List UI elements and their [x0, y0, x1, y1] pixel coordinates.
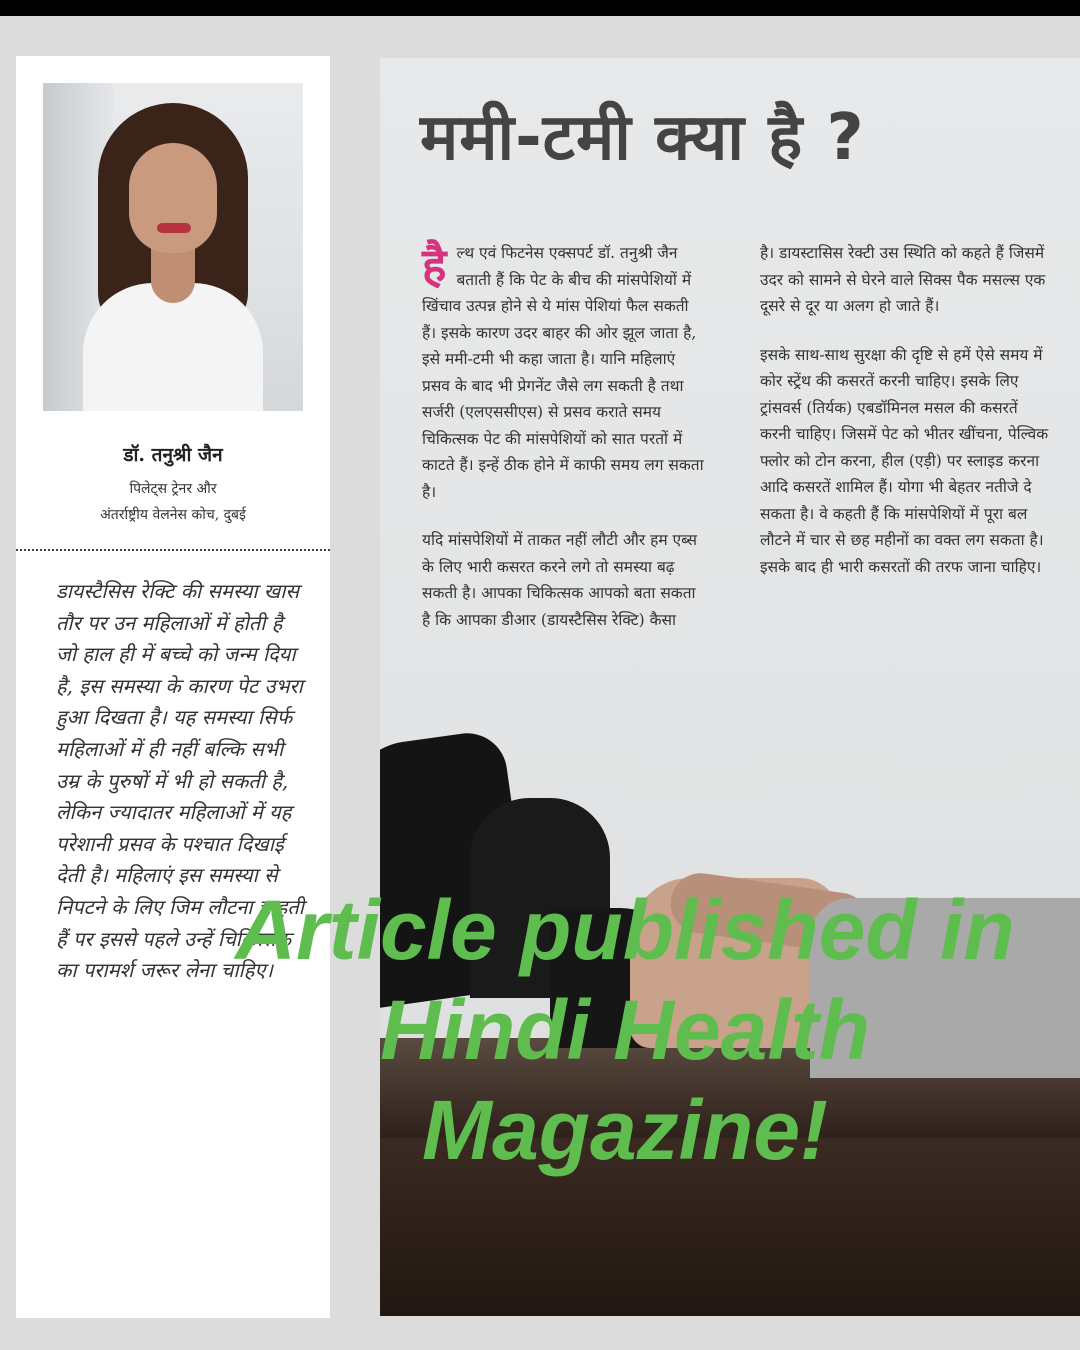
- article-column-1: [422, 240, 706, 655]
- article-paragraph: है। डायस्टासिस रेक्टी उस स्थिति को कहते हैं जिसमें उदर को सामने से घेरने वाले सिक्स पैक मसल्स एक दूसरे से दूर या अलग हो जाते हैं।: [760, 244, 1046, 315]
- article-headline: ममी-टमी क्या है ?: [420, 101, 865, 175]
- article-paragraph: इसके साथ-साथ सुरक्षा की दृष्टि से हमें ऐसे समय में कोर स्ट्रेंथ की कसरतें करनी चाहिए। इसके लिए ट्रांसवर्स (तिर्यक) एबडॉमिनल मसल की कसरतें करनी चाहिए। जिसमें पेट को भीतर खींचना, पेल्विक फ्लोर को टोन करना, हील (एड़ी) पर स्लाइड करना आदि कसरतें शामिल हैं। योगा भी बेहतर नतीजे दे सकता है। वे कहती हैं कि मांसपेशियों में पूरा बल लौटने में चार से छह महीनों का वक्त लग सकता है। इसके बाद ही भारी कसरतों की तरफ जाना चाहिए।: [760, 345, 1049, 576]
- top-bar: [0, 0, 1080, 16]
- overlay-line3: Magazine!: [421, 1083, 829, 1177]
- drop-cap: है: [422, 238, 447, 292]
- author-role-line2: अंतर्राष्ट्रीय वेलनेस कोच, दुबई: [100, 507, 246, 523]
- overlay-line2: Hindi Health: [379, 983, 870, 1077]
- author-name: डॉ. तनुश्री जैन: [123, 444, 223, 466]
- article-paragraph: यदि मांसपेशियों में ताकत नहीं लौटी और हम एब्स के लिए भारी कसरत करने लगे तो समस्या बढ़ सकती है। आपका चिकित्सक आपको बता सकता है कि आपका डीआर (डायस्टैसिस रेक्टि) कैसा: [422, 531, 697, 629]
- author-photo: [43, 83, 303, 411]
- dotted-divider: [16, 549, 330, 551]
- author-role: [16, 476, 330, 528]
- promo-overlay-text: [175, 880, 1075, 1180]
- pull-quote: डायस्टैसिस रेक्टि की समस्या खास तौर पर उन महिलाओं में होती है जो हाल ही में बच्चे को जन्म दिया है, इस समस्या के कारण पेट उभरा हुआ दिखता है। यह समस्या सिर्फ महिलाओं में ही नहीं बल्कि सभी उम्र के पुरुषों में भी हो सकती है, लेकिन ज्यादातर महिलाओं में यह परेशानी प्रसव के पश्चात दिखाई देती है। महिलाएं इस समस्या से निपटने के लिए जिम लौटना चाहती हैं पर इससे पहले उन्हें चिकित्सक का परामर्श जरूर लेना चाहिए।: [56, 579, 304, 983]
- article-column-2: [760, 240, 1050, 602]
- author-role-line1: पिलेट्स ट्रेनर और: [129, 481, 217, 497]
- overlay-line1: Article published in: [235, 883, 1015, 977]
- article-paragraph: हैल्थ एवं फिटनेस एक्सपर्ट डॉ. तनुश्री जैन बताती हैं कि पेट के बीच की मांसपेशियों में खिंचाव उत्पन्न होने से ये मांस पेशियां फैल सकती हैं। इसके कारण उदर बाहर की ओर झूल जाता है, इसे ममी-टमी भी कहा जाता है। यानि महिलाएं प्रसव के बाद भी प्रेगनेंट जैसे लग सकती है तथा सर्जरी (एलएससीएस) से प्रसव कराते समय चिकित्सक पेट की मांसपेशियों को सात परतों में काटते हैं। इन्हें ठीक होने में काफी समय लग सकता है।: [422, 238, 704, 501]
